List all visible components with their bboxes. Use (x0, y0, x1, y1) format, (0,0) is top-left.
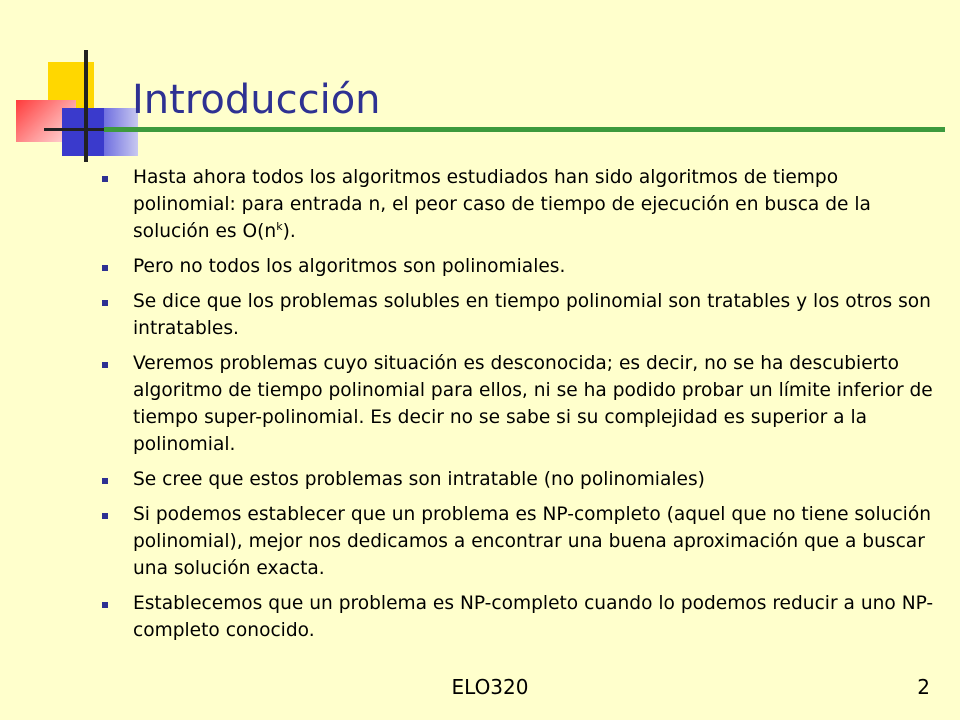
decor-vertical-line (84, 50, 88, 162)
bullet-item-1 (100, 164, 936, 245)
bullet-item-2 (100, 253, 936, 280)
footer-page-number: 2 (917, 675, 930, 699)
square-bullet-icon (102, 265, 108, 271)
square-bullet-icon (102, 478, 108, 484)
bullet-item-7 (100, 590, 936, 644)
bullet-text: Se dice que los problemas solubles en tiempo polinomial son tratables y los otros son intratables. (133, 291, 931, 339)
title-underline-rule (104, 127, 945, 132)
footer-course-code: ELO320 (451, 675, 529, 699)
bullet-item-3 (100, 288, 936, 342)
slide-title: Introducción (132, 77, 381, 123)
bullet-list (100, 164, 936, 652)
bullet-item-6 (100, 501, 936, 582)
square-bullet-icon (102, 300, 108, 306)
bullet-text: Veremos problemas cuyo situación es desconocida; es decir, no se ha descubierto algoritmo de tiempo polinomial para ellos, ni se ha podido probar un límite inferior de tiempo super-polinomial. Es decir no se sabe si su complejidad es superior a la polinomial. (133, 353, 933, 455)
superscript-exponent: k (276, 219, 283, 233)
bullet-text: Pero no todos los algoritmos son polinomiales. (133, 256, 566, 277)
decor-horizontal-line (44, 128, 112, 131)
square-bullet-icon (102, 362, 108, 368)
bullet-text: Si podemos establecer que un problema es NP-completo (aquel que no tiene solución polinomial), mejor nos dedicamos a encontrar una buena aproximación que a buscar una solución exacta. (133, 504, 931, 579)
square-bullet-icon (102, 602, 108, 608)
bullet-text: Hasta ahora todos los algoritmos estudiados han sido algoritmos de tiempo polinomial: para entrada n, el peor caso de tiempo de ejecución en busca de la solución es $O(n^k)$. (133, 167, 871, 242)
bullet-text: Se cree que estos problemas son intratable (no polinomiales) (133, 469, 705, 490)
square-bullet-icon (102, 513, 108, 519)
bullet-text: Establecemos que un problema es NP-completo cuando lo podemos reducir a uno NP-completo conocido. (133, 593, 934, 641)
bullet-item-5 (100, 466, 936, 493)
bullet-item-4 (100, 350, 936, 458)
square-bullet-icon (102, 176, 108, 182)
